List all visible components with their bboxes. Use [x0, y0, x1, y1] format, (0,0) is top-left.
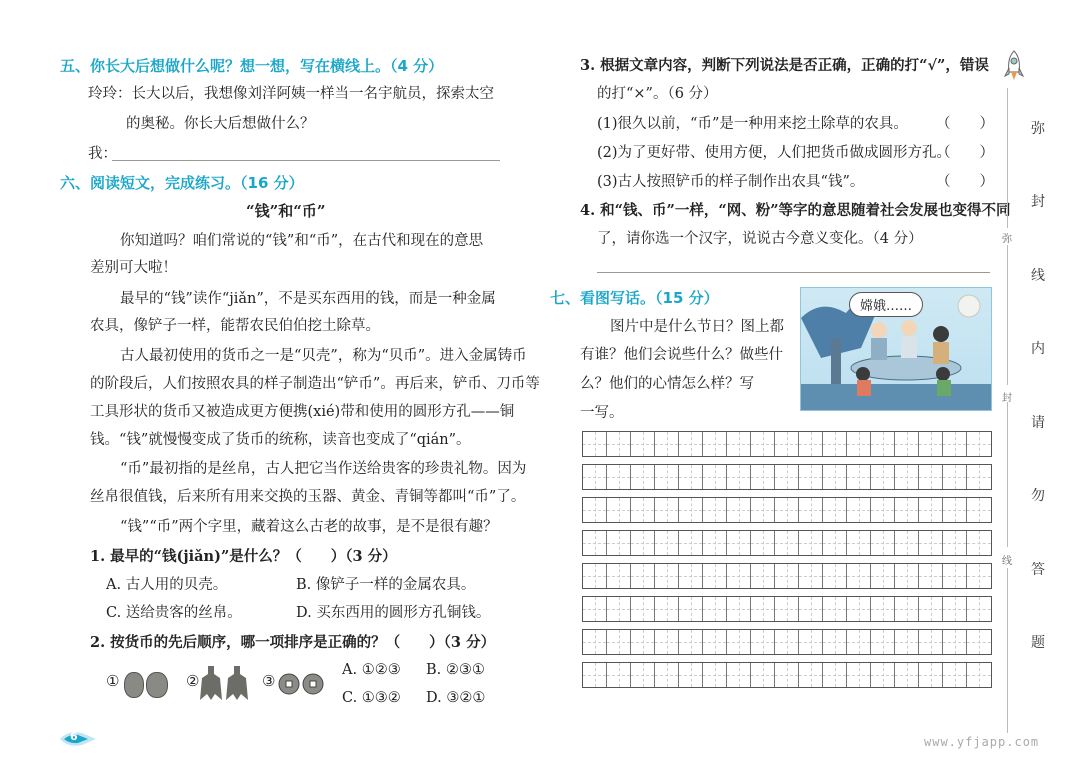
grid-cell[interactable]	[871, 663, 895, 687]
paragraph-line: 最早的“钱”读作“jiǎn”，不是买东西用的钱，而是一种金属	[120, 291, 496, 307]
paragraph-line: 农具，像铲子一样，能帮农民伯伯挖土除草。	[90, 318, 380, 334]
grid-cell[interactable]	[967, 465, 991, 489]
grid-cell[interactable]	[607, 564, 631, 588]
q2-option-b[interactable]: B. ②③①	[426, 662, 485, 678]
grid-cell[interactable]	[919, 531, 943, 555]
q2-label-2: ②	[186, 672, 200, 690]
grid-row	[582, 497, 992, 523]
paragraph-line: 差别可大啦！	[90, 260, 177, 276]
margin-char: 勿	[1031, 488, 1045, 504]
grid-cell[interactable]	[943, 597, 967, 621]
grid-cell[interactable]	[727, 663, 751, 687]
grid-cell[interactable]	[799, 498, 823, 522]
grid-cell[interactable]	[655, 498, 679, 522]
paragraph-line: 钱。“钱”就慢慢变成了货币的统称，读音也变成了“qián”。	[90, 432, 471, 448]
grid-cell[interactable]	[895, 432, 919, 456]
grid-cell[interactable]	[895, 663, 919, 687]
grid-cell[interactable]	[607, 498, 631, 522]
grid-cell[interactable]	[967, 564, 991, 588]
grid-cell[interactable]	[919, 630, 943, 654]
grid-cell[interactable]	[607, 465, 631, 489]
section7-line2: 有谁？他们会说些什么？做些什	[580, 347, 783, 363]
watermark: www.yfjapp.com	[924, 735, 1040, 749]
grid-cell[interactable]	[727, 564, 751, 588]
grid-cell[interactable]	[583, 630, 607, 654]
grid-cell[interactable]	[703, 663, 727, 687]
grid-cell[interactable]	[775, 663, 799, 687]
grid-cell[interactable]	[703, 630, 727, 654]
grid-row	[582, 431, 992, 457]
grid-cell[interactable]	[847, 432, 871, 456]
grid-row	[582, 662, 992, 688]
grid-cell[interactable]	[943, 564, 967, 588]
section6-title: 六、阅读短文，完成练习。（16 分）	[60, 174, 304, 192]
grid-cell[interactable]	[967, 597, 991, 621]
answer-paren[interactable]: （ ）	[936, 174, 994, 190]
grid-cell[interactable]	[631, 465, 655, 489]
shell-coin-icon	[124, 672, 144, 698]
grid-cell[interactable]	[895, 564, 919, 588]
grid-cell[interactable]	[871, 564, 895, 588]
grid-cell[interactable]	[847, 498, 871, 522]
grid-cell[interactable]	[751, 432, 775, 456]
grid-cell[interactable]	[895, 465, 919, 489]
answer-paren[interactable]: （ ）	[936, 145, 994, 161]
grid-cell[interactable]	[919, 564, 943, 588]
grid-cell[interactable]	[823, 630, 847, 654]
grid-cell[interactable]	[727, 531, 751, 555]
grid-cell[interactable]	[775, 498, 799, 522]
grid-cell[interactable]	[655, 597, 679, 621]
grid-cell[interactable]	[679, 597, 703, 621]
grid-cell[interactable]	[943, 465, 967, 489]
question-3-line2: 的打“×”。（6 分）	[597, 86, 718, 102]
grid-cell[interactable]	[871, 597, 895, 621]
grid-cell[interactable]	[583, 465, 607, 489]
paragraph-line: 丝帛很值钱，后来所有用来交换的玉器、黄金、青铜等都叫“币”了。	[90, 489, 526, 505]
grid-cell[interactable]	[895, 498, 919, 522]
grid-cell[interactable]	[775, 597, 799, 621]
grid-cell[interactable]	[943, 630, 967, 654]
grid-cell[interactable]	[679, 663, 703, 687]
seal-line	[1007, 568, 1008, 733]
grid-cell[interactable]	[727, 465, 751, 489]
margin-char: 答	[1031, 562, 1045, 578]
grid-cell[interactable]	[823, 432, 847, 456]
answer-line-sec5[interactable]	[112, 160, 500, 161]
grid-cell[interactable]	[871, 630, 895, 654]
grid-cell[interactable]	[823, 465, 847, 489]
grid-cell[interactable]	[871, 432, 895, 456]
section5-line1: 玲玲：长大以后，我想像刘洋阿姨一样当一名宇航员，探索太空	[88, 86, 494, 102]
speech-bubble: 嫦娥……	[849, 292, 923, 317]
article-title: “钱”和“币”	[246, 202, 326, 220]
grid-cell[interactable]	[655, 663, 679, 687]
grid-cell[interactable]	[583, 432, 607, 456]
grid-cell[interactable]	[967, 630, 991, 654]
judge-item-2: (2)为了更好带、使用方便，人们把货币做成圆形方孔。	[597, 145, 952, 161]
grid-row	[582, 563, 992, 589]
grid-cell[interactable]	[679, 564, 703, 588]
grid-cell[interactable]	[847, 630, 871, 654]
question-1: 1. 最早的“钱(jiǎn)”是什么？（ ）（3 分）	[90, 548, 397, 565]
grid-cell[interactable]	[943, 531, 967, 555]
margin-char: 请	[1031, 415, 1045, 431]
margin-char: 封	[1031, 194, 1045, 210]
grid-cell[interactable]	[751, 663, 775, 687]
grid-cell[interactable]	[703, 465, 727, 489]
grid-cell[interactable]	[847, 564, 871, 588]
section7-line4: 一写。	[580, 405, 624, 421]
grid-cell[interactable]	[679, 465, 703, 489]
grid-cell[interactable]	[607, 432, 631, 456]
margin-small-char: 弥	[1002, 234, 1012, 245]
paragraph-line: “钱”“币”两个字里，藏着这么古老的故事，是不是很有趣？	[120, 519, 498, 535]
grid-cell[interactable]	[631, 531, 655, 555]
grid-cell[interactable]	[607, 531, 631, 555]
question-4-line2: 了，请你选一个汉字，说说古今意义变化。（4 分）	[597, 231, 923, 247]
section7-title: 七、看图写话。（15 分）	[550, 289, 719, 307]
grid-cell[interactable]	[631, 432, 655, 456]
grid-cell[interactable]	[607, 597, 631, 621]
q1-option-c[interactable]: C. 送给贵客的丝帛。	[106, 605, 242, 621]
grid-cell[interactable]	[775, 465, 799, 489]
grid-cell[interactable]	[799, 531, 823, 555]
shell-coin-icon	[146, 672, 168, 698]
q2-label-1: ①	[106, 672, 120, 690]
grid-cell[interactable]	[847, 465, 871, 489]
grid-cell[interactable]	[655, 465, 679, 489]
grid-cell[interactable]	[847, 663, 871, 687]
grid-cell[interactable]	[727, 630, 751, 654]
grid-row	[582, 596, 992, 622]
grid-cell[interactable]	[823, 498, 847, 522]
grid-cell[interactable]	[871, 531, 895, 555]
grid-cell[interactable]	[583, 597, 607, 621]
answer-paren[interactable]: （ ）	[936, 116, 994, 132]
grid-cell[interactable]	[871, 465, 895, 489]
judge-item-1: (1)很久以前，“币”是一种用来挖土除草的农具。	[597, 116, 908, 132]
grid-cell[interactable]	[655, 630, 679, 654]
grid-cell[interactable]	[919, 663, 943, 687]
section7-line1: 图片中是什么节日？图上都	[610, 319, 784, 335]
grid-cell[interactable]	[799, 663, 823, 687]
grid-cell[interactable]	[775, 432, 799, 456]
grid-cell[interactable]	[631, 498, 655, 522]
margin-char: 题	[1031, 635, 1045, 651]
q2-option-c[interactable]: C. ①③②	[342, 690, 401, 706]
grid-cell[interactable]	[751, 498, 775, 522]
grid-cell[interactable]	[823, 531, 847, 555]
grid-cell[interactable]	[679, 498, 703, 522]
grid-cell[interactable]	[775, 630, 799, 654]
grid-cell[interactable]	[631, 630, 655, 654]
grid-cell[interactable]	[919, 465, 943, 489]
writing-grid[interactable]	[582, 431, 992, 695]
grid-cell[interactable]	[919, 498, 943, 522]
answer-line-q4[interactable]	[597, 272, 990, 273]
grid-cell[interactable]	[679, 432, 703, 456]
grid-cell[interactable]	[847, 597, 871, 621]
question-2: 2. 按货币的先后顺序，哪一项排序是正确的？（ ）（3 分）	[90, 634, 496, 651]
grid-cell[interactable]	[727, 498, 751, 522]
grid-cell[interactable]	[799, 630, 823, 654]
section5-title: 五、你长大后想做什么呢？想一想，写在横线上。（4 分）	[60, 57, 444, 75]
grid-cell[interactable]	[847, 531, 871, 555]
grid-cell[interactable]	[751, 597, 775, 621]
q2-option-a[interactable]: A. ①②③	[342, 662, 401, 678]
grid-cell[interactable]	[751, 564, 775, 588]
grid-cell[interactable]	[871, 498, 895, 522]
grid-row	[582, 464, 992, 490]
paragraph-line: “币”最初指的是丝帛，古人把它当作送给贵客的珍贵礼物。因为	[120, 461, 527, 477]
grid-cell[interactable]	[655, 531, 679, 555]
grid-cell[interactable]	[703, 531, 727, 555]
grid-cell[interactable]	[727, 597, 751, 621]
grid-cell[interactable]	[607, 663, 631, 687]
grid-cell[interactable]	[631, 663, 655, 687]
q1-option-d[interactable]: D. 买东西用的圆形方孔铜钱。	[296, 605, 491, 621]
grid-row	[582, 629, 992, 655]
margin-char: 弥	[1031, 121, 1045, 137]
grid-cell[interactable]	[919, 597, 943, 621]
grid-cell[interactable]	[967, 432, 991, 456]
q2-option-d[interactable]: D. ③②①	[426, 690, 486, 706]
paragraph-line: 的阶段后，人们按照农具的样子制造出“铲币”。再后来，铲币、刀币等	[90, 376, 540, 392]
margin-small-char: 封	[1002, 393, 1012, 404]
grid-cell[interactable]	[775, 531, 799, 555]
paragraph-line: 古人最初使用的货币之一是“贝壳”，称为“贝币”。进入金属铸币	[120, 348, 527, 364]
grid-cell[interactable]	[727, 432, 751, 456]
section5-me-label: 我：	[88, 146, 117, 162]
margin-small-char: 线	[1002, 556, 1012, 567]
margin-char: 内	[1031, 341, 1045, 357]
section5-line2: 的奥秘。你长大后想做什么？	[126, 116, 315, 132]
grid-cell[interactable]	[703, 564, 727, 588]
grid-cell[interactable]	[943, 663, 967, 687]
grid-cell[interactable]	[751, 630, 775, 654]
grid-cell[interactable]	[895, 597, 919, 621]
grid-cell[interactable]	[583, 564, 607, 588]
grid-cell[interactable]	[703, 597, 727, 621]
question-3: 3. 根据文章内容，判断下列说法是否正确，正确的打“√”，错误	[580, 57, 989, 74]
grid-cell[interactable]	[823, 663, 847, 687]
seal-line	[1007, 88, 1008, 228]
grid-cell[interactable]	[751, 531, 775, 555]
grid-cell[interactable]	[607, 630, 631, 654]
question-4: 4. 和“钱、币”一样，“网、粉”等字的意思随着社会发展也变得不同	[580, 202, 1011, 219]
grid-cell[interactable]	[631, 564, 655, 588]
grid-cell[interactable]	[655, 564, 679, 588]
seal-line	[1007, 402, 1008, 547]
grid-cell[interactable]	[919, 432, 943, 456]
q1-option-a[interactable]: A. 古人用的贝壳。	[106, 577, 228, 593]
grid-cell[interactable]	[895, 531, 919, 555]
festival-illustration	[800, 287, 992, 411]
grid-cell[interactable]	[679, 630, 703, 654]
grid-row	[582, 530, 992, 556]
section7-line3: 么？他们的心情怎么样？写	[580, 376, 754, 392]
grid-cell[interactable]	[751, 465, 775, 489]
grid-cell[interactable]	[679, 531, 703, 555]
grid-cell[interactable]	[799, 597, 823, 621]
grid-cell[interactable]	[799, 465, 823, 489]
grid-cell[interactable]	[823, 597, 847, 621]
grid-cell[interactable]	[703, 432, 727, 456]
grid-cell[interactable]	[823, 564, 847, 588]
grid-cell[interactable]	[943, 498, 967, 522]
grid-cell[interactable]	[583, 663, 607, 687]
grid-cell[interactable]	[703, 498, 727, 522]
grid-cell[interactable]	[895, 630, 919, 654]
grid-cell[interactable]	[655, 432, 679, 456]
grid-cell[interactable]	[943, 432, 967, 456]
paragraph-line: 工具形状的货币又被造成更方便携(xié)带和使用的圆形方孔——铜	[90, 404, 515, 420]
grid-cell[interactable]	[583, 531, 607, 555]
judge-item-3: (3)古人按照铲币的样子制作出农具“钱”。	[597, 174, 865, 190]
grid-cell[interactable]	[967, 531, 991, 555]
seal-line	[1007, 245, 1008, 385]
grid-cell[interactable]	[631, 597, 655, 621]
q1-option-b[interactable]: B. 像铲子一样的金属农具。	[296, 577, 476, 593]
page-number: 6	[70, 730, 78, 743]
grid-cell[interactable]	[967, 498, 991, 522]
grid-cell[interactable]	[967, 663, 991, 687]
grid-cell[interactable]	[583, 498, 607, 522]
paragraph-line: 你知道吗？咱们常说的“钱”和“币”，在古代和现在的意思	[120, 233, 484, 249]
grid-cell[interactable]	[775, 564, 799, 588]
q2-label-3: ③	[262, 672, 276, 690]
margin-char: 线	[1031, 268, 1045, 284]
page-number-badge	[58, 730, 98, 748]
grid-cell[interactable]	[799, 432, 823, 456]
grid-cell[interactable]	[799, 564, 823, 588]
